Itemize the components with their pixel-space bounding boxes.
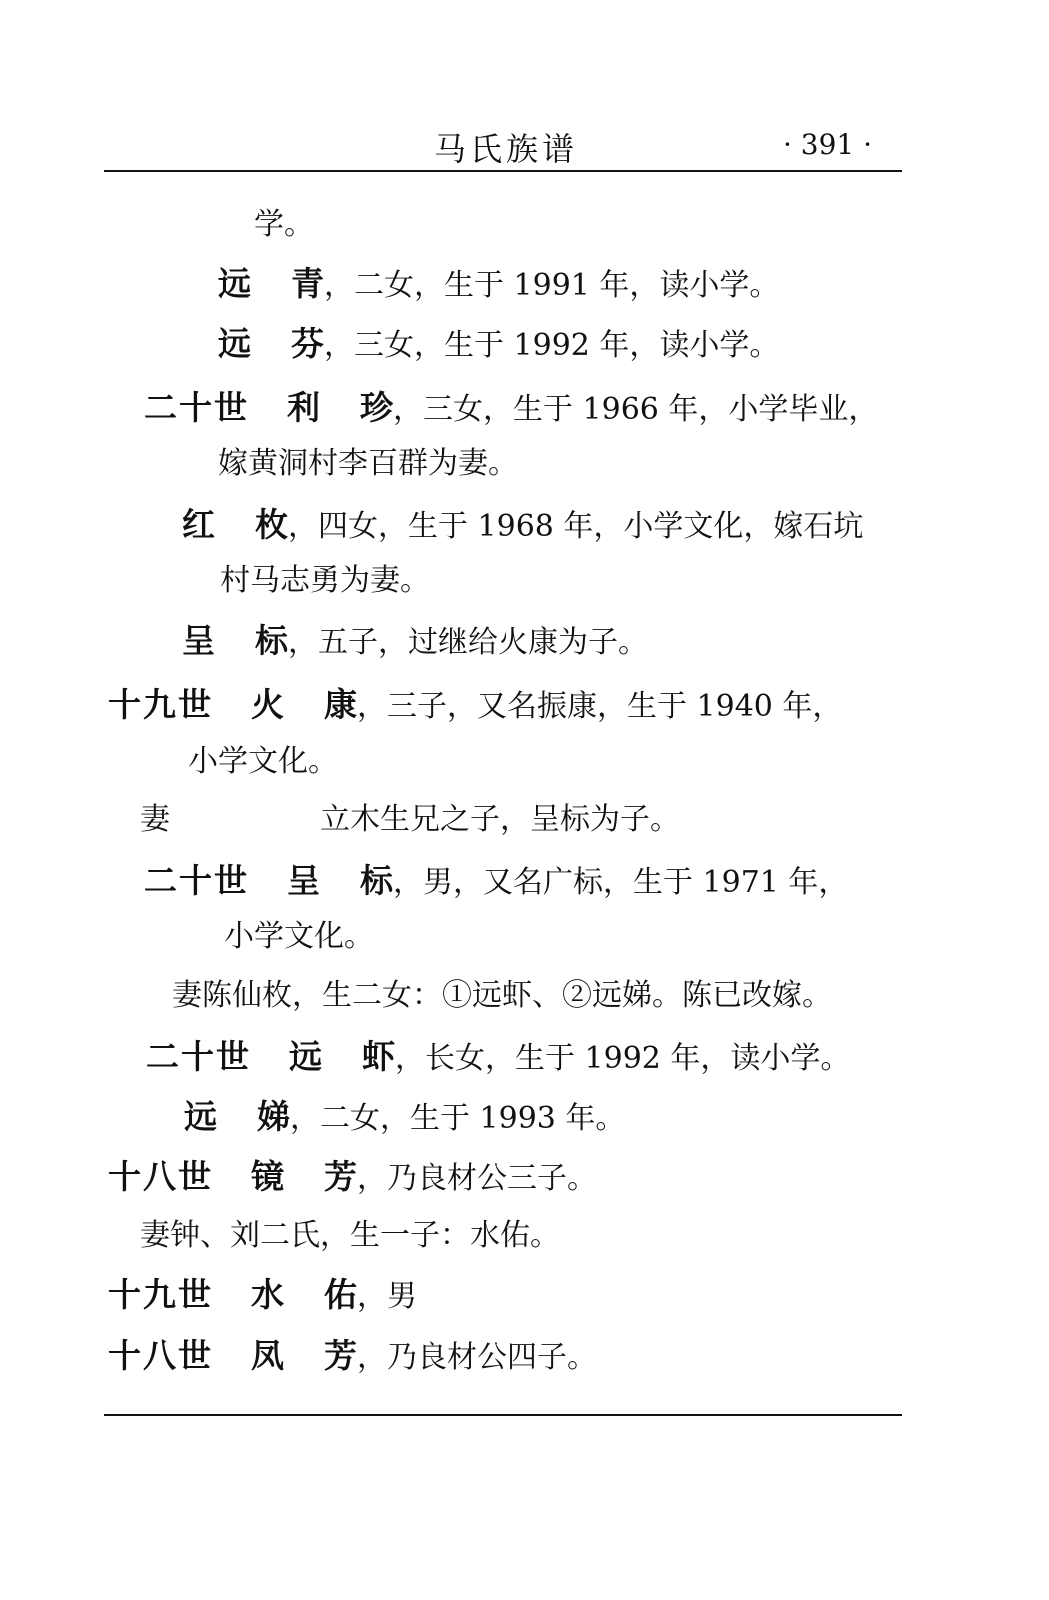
entry-lizhen	[144, 388, 878, 430]
entry-chengbiao-cont: 小学文化。	[224, 919, 374, 954]
entry-text: ，三女，生于 1992 年，读小学。	[324, 328, 780, 363]
entry-chengbiao-adopt	[182, 621, 648, 663]
entry-huokang	[108, 685, 842, 727]
entry-jingfang	[108, 1157, 597, 1199]
generation-label: 二十世	[144, 388, 249, 427]
entry-text: ，二女，生于 1993 年。	[290, 1101, 626, 1136]
entry-yuandi	[184, 1097, 625, 1139]
footer-rule	[104, 1414, 902, 1416]
given-name-char: 珍	[360, 388, 393, 427]
entry-text: ，四女，生于 1968 年，小学文化，嫁石坑	[288, 509, 864, 544]
given-name-char: 标	[360, 861, 393, 900]
entry-huokang-cont: 小学文化。	[188, 744, 338, 779]
given-name-char: 红	[182, 505, 215, 544]
entry-text: ，男，又名广标，生于 1971 年，	[393, 865, 849, 900]
page-header	[104, 118, 902, 178]
given-name-char: 芬	[291, 324, 324, 363]
entry-hongmei-cont: 村马志勇为妻。	[220, 563, 430, 598]
entry-text: ，长女，生于 1992 年，读小学。	[395, 1041, 851, 1076]
given-name-char: 芳	[324, 1336, 357, 1375]
generation-label: 十九世	[108, 685, 213, 724]
given-name-char: 凤	[251, 1336, 284, 1375]
header-rule	[104, 170, 902, 172]
wife-name: 妻钟、刘二氏	[140, 1218, 320, 1253]
wife-text: 立木生兄之子，呈标为子。	[320, 802, 680, 837]
given-name-char: 标	[255, 621, 288, 660]
entry-text: ，三女，生于 1966 年，小学毕业，	[393, 392, 879, 427]
given-name-char: 娣	[257, 1097, 290, 1136]
wife-line-chengbiao	[172, 976, 832, 1016]
wife-line-jingfang	[140, 1216, 560, 1256]
generation-label: 十八世	[108, 1336, 213, 1375]
given-name-char: 远	[218, 324, 251, 363]
generation-label: 二十世	[146, 1037, 251, 1076]
continuation-line: 学。	[254, 207, 314, 242]
given-name-char: 佑	[324, 1275, 357, 1314]
given-name-char: 远	[184, 1097, 217, 1136]
entry-text: ，男	[357, 1279, 417, 1314]
generation-label: 十九世	[108, 1275, 213, 1314]
book-title: 马氏族谱	[434, 130, 579, 168]
given-name-char: 镜	[251, 1157, 284, 1196]
given-name-char: 呈	[287, 861, 320, 900]
entry-text: ，乃良材公三子。	[357, 1161, 597, 1196]
given-name-char: 远	[289, 1037, 322, 1076]
page-number: · 391 ·	[782, 128, 872, 161]
given-name-char: 呈	[182, 621, 215, 660]
wife-name: 妻陈仙枚	[172, 978, 292, 1013]
given-name-char: 康	[324, 685, 357, 724]
wife-text: ，生二女：①远虾、②远娣。陈已改嫁。	[292, 978, 832, 1013]
generation-label: 二十世	[144, 861, 249, 900]
entry-yuanfen	[218, 324, 779, 366]
given-name-char: 利	[287, 388, 320, 427]
given-name-char: 青	[291, 264, 324, 303]
entry-text: ，二女，生于 1991 年，读小学。	[324, 268, 780, 303]
wife-label: 妻	[140, 802, 170, 837]
given-name-char: 水	[251, 1275, 284, 1314]
entry-shuiyou	[108, 1275, 417, 1317]
entry-hongmei	[182, 505, 863, 547]
entry-lizhen-cont: 嫁黄洞村李百群为妻。	[218, 446, 518, 481]
wife-text: ，生一子：水佑。	[320, 1218, 560, 1253]
generation-label: 十八世	[108, 1157, 213, 1196]
given-name-char: 芳	[324, 1157, 357, 1196]
entry-yuanxia	[146, 1037, 850, 1079]
entry-yuanqing	[218, 264, 779, 306]
entry-text: ，五子，过继给火康为子。	[288, 625, 648, 660]
entry-text: ，乃良材公四子。	[357, 1340, 597, 1375]
entry-fengfang	[108, 1336, 597, 1378]
given-name-char: 火	[251, 685, 284, 724]
wife-line-huokang	[140, 800, 680, 840]
given-name-char: 枚	[255, 505, 288, 544]
entry-chengbiao	[144, 861, 848, 903]
entry-text: ，三子，又名振康，生于 1940 年，	[357, 689, 843, 724]
given-name-char: 虾	[362, 1037, 395, 1076]
given-name-char: 远	[218, 264, 251, 303]
